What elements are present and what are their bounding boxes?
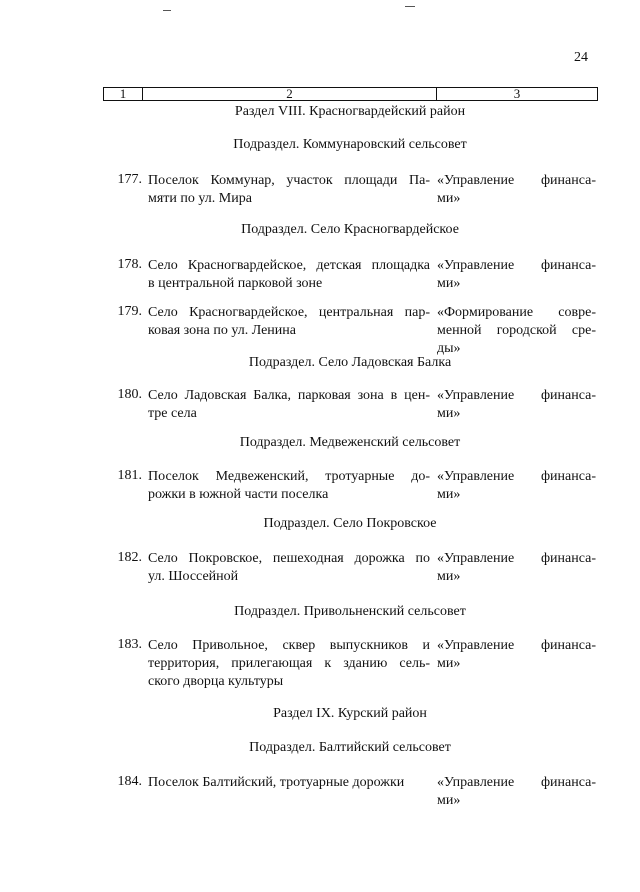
subsection-heading: Подраздел. Село Красногвардейское — [241, 222, 459, 237]
subsection-heading: Подраздел. Привольненский сельсовет — [234, 604, 466, 619]
row-description — [148, 172, 430, 208]
subsection-heading: Подраздел. Балтийский сельсовет — [249, 740, 451, 755]
description-line: тре села — [148, 406, 197, 421]
row-program — [437, 550, 596, 586]
row-number: 178. — [117, 257, 142, 272]
subsection-heading: Подраздел. Медвеженский сельсовет — [239, 435, 461, 450]
program-line: ми» — [437, 569, 461, 584]
row-program — [437, 304, 596, 358]
program-line: «Формирование совре- — [437, 305, 596, 320]
program-line: ми» — [437, 656, 461, 671]
row-program — [437, 172, 596, 208]
description-line: ул. Шоссейной — [148, 569, 239, 584]
subsection-heading: Подраздел. Коммунаровский сельсовет — [233, 137, 467, 152]
row-program — [437, 468, 596, 504]
table-column-header — [103, 87, 598, 101]
column-3-number: 3 — [513, 86, 521, 101]
column-1-number: 1 — [104, 88, 143, 100]
row-description — [148, 257, 430, 293]
row-number: 182. — [117, 550, 142, 565]
description-line: Село Красногвардейское, детская площадка — [148, 258, 430, 273]
program-line: «Управление финанса- — [437, 638, 596, 653]
row-number: 180. — [117, 387, 142, 402]
row-program — [437, 257, 596, 293]
program-line: ми» — [437, 191, 461, 206]
section-heading-ix: Раздел IX. Курский район — [273, 706, 427, 721]
subsection-heading: Подраздел. Село Ладовская Балка — [248, 355, 452, 370]
description-line: Поселок Балтийский, тротуарные дорожки — [148, 775, 405, 790]
page-number: 24 — [574, 50, 588, 65]
description-line: в центральной парковой зоне — [148, 276, 323, 291]
description-line: Село Привольное, сквер выпускников и — [148, 638, 430, 653]
subsection-heading: Подраздел. Село Покровское — [263, 516, 437, 531]
description-line: территория, прилегающая к зданию сель- — [148, 656, 430, 671]
description-line: мяти по ул. Мира — [148, 191, 252, 206]
row-description — [148, 387, 430, 423]
row-description — [148, 637, 430, 691]
row-program — [437, 774, 596, 810]
scan-artifact-right — [405, 6, 415, 7]
program-line: менной городской сре- — [437, 323, 596, 338]
description-line: Село Ладовская Балка, парковая зона в цен- — [148, 388, 430, 403]
row-program — [437, 637, 596, 673]
description-line: Село Красногвардейское, центральная пар- — [148, 305, 430, 320]
program-line: «Управление финанса- — [437, 173, 596, 188]
description-line: ковая зона по ул. Ленина — [148, 323, 296, 338]
row-number: 184. — [117, 774, 142, 789]
program-line: ми» — [437, 793, 461, 808]
description-line: Поселок Медвеженский, тротуарные до- — [148, 469, 430, 484]
description-line: Поселок Коммунар, участок площади Па- — [148, 173, 430, 188]
description-line: ского дворца культуры — [148, 674, 284, 689]
row-program — [437, 387, 596, 423]
program-line: «Управление финанса- — [437, 469, 596, 484]
row-number: 179. — [117, 304, 142, 319]
program-line: «Управление финанса- — [437, 388, 596, 403]
program-line: ми» — [437, 276, 461, 291]
row-number: 181. — [117, 468, 142, 483]
row-description — [148, 774, 430, 792]
program-line: «Управление финанса- — [437, 551, 596, 566]
program-line: ми» — [437, 487, 461, 502]
column-2-number: 2 — [143, 88, 437, 100]
row-number: 177. — [117, 172, 142, 187]
program-line: ды» — [437, 341, 461, 356]
row-number: 183. — [117, 637, 142, 652]
program-line: ми» — [437, 406, 461, 421]
description-line: рожки в южной части поселка — [148, 487, 329, 502]
row-description — [148, 468, 430, 504]
section-heading-viii: Раздел VIII. Красногвардейский район — [234, 104, 466, 119]
program-line: «Управление финанса- — [437, 775, 596, 790]
row-description — [148, 304, 430, 340]
description-line: Село Покровское, пешеходная дорожка по — [148, 551, 430, 566]
scan-artifact-left — [163, 10, 171, 11]
row-description — [148, 550, 430, 586]
program-line: «Управление финанса- — [437, 258, 596, 273]
